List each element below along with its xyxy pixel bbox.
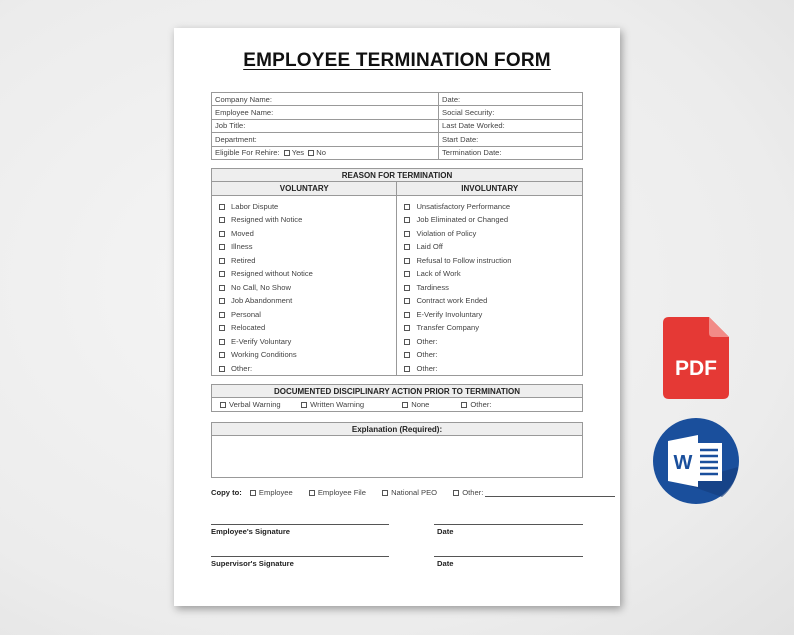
employee-date-line[interactable] xyxy=(434,524,583,525)
involuntary-reason-item[interactable] xyxy=(404,321,582,335)
checkbox[interactable] xyxy=(219,312,225,318)
pdf-file-icon xyxy=(663,317,729,404)
involuntary-reason-item[interactable] xyxy=(404,227,582,241)
reason-label: E-Verify Involuntary xyxy=(416,309,483,319)
supervisor-date-label: Date xyxy=(437,559,454,568)
involuntary-reason-item[interactable] xyxy=(404,308,582,322)
checkbox[interactable] xyxy=(219,285,225,291)
involuntary-reason-item[interactable] xyxy=(404,348,582,362)
reason-label: Illness xyxy=(231,242,253,252)
voluntary-reason-item[interactable] xyxy=(219,321,396,335)
checkbox[interactable] xyxy=(404,366,410,372)
checkbox[interactable] xyxy=(404,312,410,318)
reason-label: Working Conditions xyxy=(231,350,297,360)
voluntary-list xyxy=(212,195,397,376)
verbal-warning-checkbox[interactable] xyxy=(220,402,226,408)
checkbox[interactable] xyxy=(404,298,410,304)
voluntary-reason-item[interactable] xyxy=(219,227,396,241)
disciplinary-options: Verbal Warning Written Warning None Other: xyxy=(212,398,583,411)
voluntary-reason-item[interactable] xyxy=(219,348,396,362)
reason-label: Retired xyxy=(231,255,256,265)
checkbox[interactable] xyxy=(219,366,225,372)
reason-label: Other: xyxy=(416,350,438,360)
reason-label: Tardiness xyxy=(416,282,449,292)
employee-signature-label: Employee's Signature xyxy=(211,527,291,536)
word-file-icon xyxy=(652,417,740,510)
employee-signature-line[interactable] xyxy=(211,524,389,525)
reason-label: Moved xyxy=(231,228,254,238)
voluntary-reason-item[interactable] xyxy=(219,308,396,322)
involuntary-reason-item[interactable] xyxy=(404,335,582,349)
reason-label: Labor Dispute xyxy=(231,201,279,211)
eligible-rehire-field: Eligible For Rehire: Yes No xyxy=(212,146,439,159)
voluntary-reason-item[interactable] xyxy=(219,294,396,308)
checkbox[interactable] xyxy=(219,298,225,304)
checkbox[interactable] xyxy=(219,258,225,264)
other-checkbox[interactable] xyxy=(461,402,467,408)
explanation-title: Explanation (Required): xyxy=(212,423,583,436)
checkbox[interactable] xyxy=(219,217,225,223)
reason-label: Job Abandonment xyxy=(231,296,293,306)
voluntary-reason-item[interactable] xyxy=(219,200,396,214)
written-warning-checkbox[interactable] xyxy=(301,402,307,408)
voluntary-reason-item[interactable] xyxy=(219,240,396,254)
supervisor-signature-label: Supervisor's Signature xyxy=(211,559,294,568)
reason-label: Relocated xyxy=(231,323,266,333)
checkbox[interactable] xyxy=(404,244,410,250)
involuntary-reason-item[interactable] xyxy=(404,213,582,227)
voluntary-reason-item[interactable] xyxy=(219,254,396,268)
copy-employee-file-checkbox[interactable] xyxy=(309,490,315,496)
company-name-field[interactable]: Company Name: xyxy=(212,93,439,106)
involuntary-reason-item[interactable] xyxy=(404,362,582,376)
reason-label: Job Eliminated or Changed xyxy=(416,215,509,225)
date-field[interactable]: Date: xyxy=(439,93,583,106)
voluntary-reason-item[interactable] xyxy=(219,362,396,376)
copy-national-peo-checkbox[interactable] xyxy=(382,490,388,496)
copy-to-row: Copy to: Employee Employee File National PEO Other: xyxy=(211,488,615,497)
checkbox[interactable] xyxy=(404,285,410,291)
voluntary-reason-item[interactable] xyxy=(219,281,396,295)
involuntary-reason-item[interactable] xyxy=(404,240,582,254)
checkbox[interactable] xyxy=(219,325,225,331)
reason-label: Personal xyxy=(231,309,261,319)
reason-label: Laid Off xyxy=(416,242,443,252)
voluntary-reason-item[interactable] xyxy=(219,267,396,281)
checkbox[interactable] xyxy=(219,352,225,358)
checkbox[interactable] xyxy=(404,271,410,277)
disciplinary-title: DOCUMENTED DISCIPLINARY ACTION PRIOR TO TERMINATION xyxy=(212,385,583,398)
word-label: W xyxy=(673,452,693,474)
reason-label: Other: xyxy=(416,363,438,373)
involuntary-reason-item[interactable] xyxy=(404,281,582,295)
involuntary-reason-item[interactable] xyxy=(404,294,582,308)
involuntary-list xyxy=(397,195,583,376)
start-date-field[interactable]: Start Date: xyxy=(439,133,583,146)
social-security-field[interactable]: Social Security: xyxy=(439,106,583,119)
reason-table xyxy=(211,168,583,376)
copy-other-line[interactable] xyxy=(485,489,615,497)
rehire-yes-checkbox[interactable] xyxy=(284,150,290,156)
checkbox[interactable] xyxy=(404,339,410,345)
termination-form-page xyxy=(174,28,620,606)
copy-employee-checkbox[interactable] xyxy=(250,490,256,496)
reason-label: Refusal to Follow instruction xyxy=(416,255,512,265)
checkbox[interactable] xyxy=(219,231,225,237)
employee-name-field[interactable]: Employee Name: xyxy=(212,106,439,119)
pdf-label: PDF xyxy=(675,357,717,380)
form-title: EMPLOYEE TERMINATION FORM xyxy=(243,50,551,71)
checkbox[interactable] xyxy=(219,244,225,250)
reason-label: Contract work Ended xyxy=(416,296,488,306)
involuntary-reason-item[interactable] xyxy=(404,254,582,268)
reason-label: Unsatisfactory Performance xyxy=(416,201,511,211)
none-checkbox[interactable] xyxy=(402,402,408,408)
reason-label: Other: xyxy=(416,336,438,346)
reason-label: Resigned with Notice xyxy=(231,215,303,225)
disciplinary-table xyxy=(211,384,583,412)
supervisor-signature-line[interactable] xyxy=(211,556,389,557)
reason-label: No Call, No Show xyxy=(231,282,291,292)
checkbox[interactable] xyxy=(404,325,410,331)
checkbox[interactable] xyxy=(219,204,225,210)
last-date-worked-field[interactable]: Last Date Worked: xyxy=(439,119,583,132)
checkbox[interactable] xyxy=(219,271,225,277)
supervisor-date-line[interactable] xyxy=(434,556,583,557)
rehire-no-checkbox[interactable] xyxy=(308,150,314,156)
voluntary-reason-item[interactable] xyxy=(219,213,396,227)
department-field[interactable]: Department: xyxy=(212,133,439,146)
checkbox[interactable] xyxy=(219,339,225,345)
involuntary-reason-item[interactable] xyxy=(404,200,582,214)
reason-label: Lack of Work xyxy=(416,269,461,279)
termination-date-field[interactable]: Termination Date: xyxy=(439,146,583,159)
reason-label: E-Verify Voluntary xyxy=(231,336,292,346)
explanation-textarea[interactable] xyxy=(212,436,583,478)
voluntary-header: VOLUNTARY xyxy=(212,182,397,195)
reason-title: REASON FOR TERMINATION xyxy=(212,169,583,182)
job-title-field[interactable]: Job Title: xyxy=(212,119,439,132)
voluntary-reason-item[interactable] xyxy=(219,335,396,349)
involuntary-header: INVOLUNTARY xyxy=(397,182,583,195)
checkbox[interactable] xyxy=(404,231,410,237)
checkbox[interactable] xyxy=(404,258,410,264)
reason-label: Transfer Company xyxy=(416,323,480,333)
reason-label: Resigned without Notice xyxy=(231,269,313,279)
checkbox[interactable] xyxy=(404,217,410,223)
checkbox[interactable] xyxy=(404,352,410,358)
copy-other-checkbox[interactable] xyxy=(453,490,459,496)
involuntary-reason-item[interactable] xyxy=(404,267,582,281)
checkbox[interactable] xyxy=(404,204,410,210)
copy-to-label: Copy to: xyxy=(211,488,242,497)
employee-date-label: Date xyxy=(437,527,454,536)
reason-label: Other: xyxy=(231,363,253,373)
employee-info-table xyxy=(211,92,583,160)
explanation-table xyxy=(211,422,583,478)
reason-label: Violation of Policy xyxy=(416,228,477,238)
